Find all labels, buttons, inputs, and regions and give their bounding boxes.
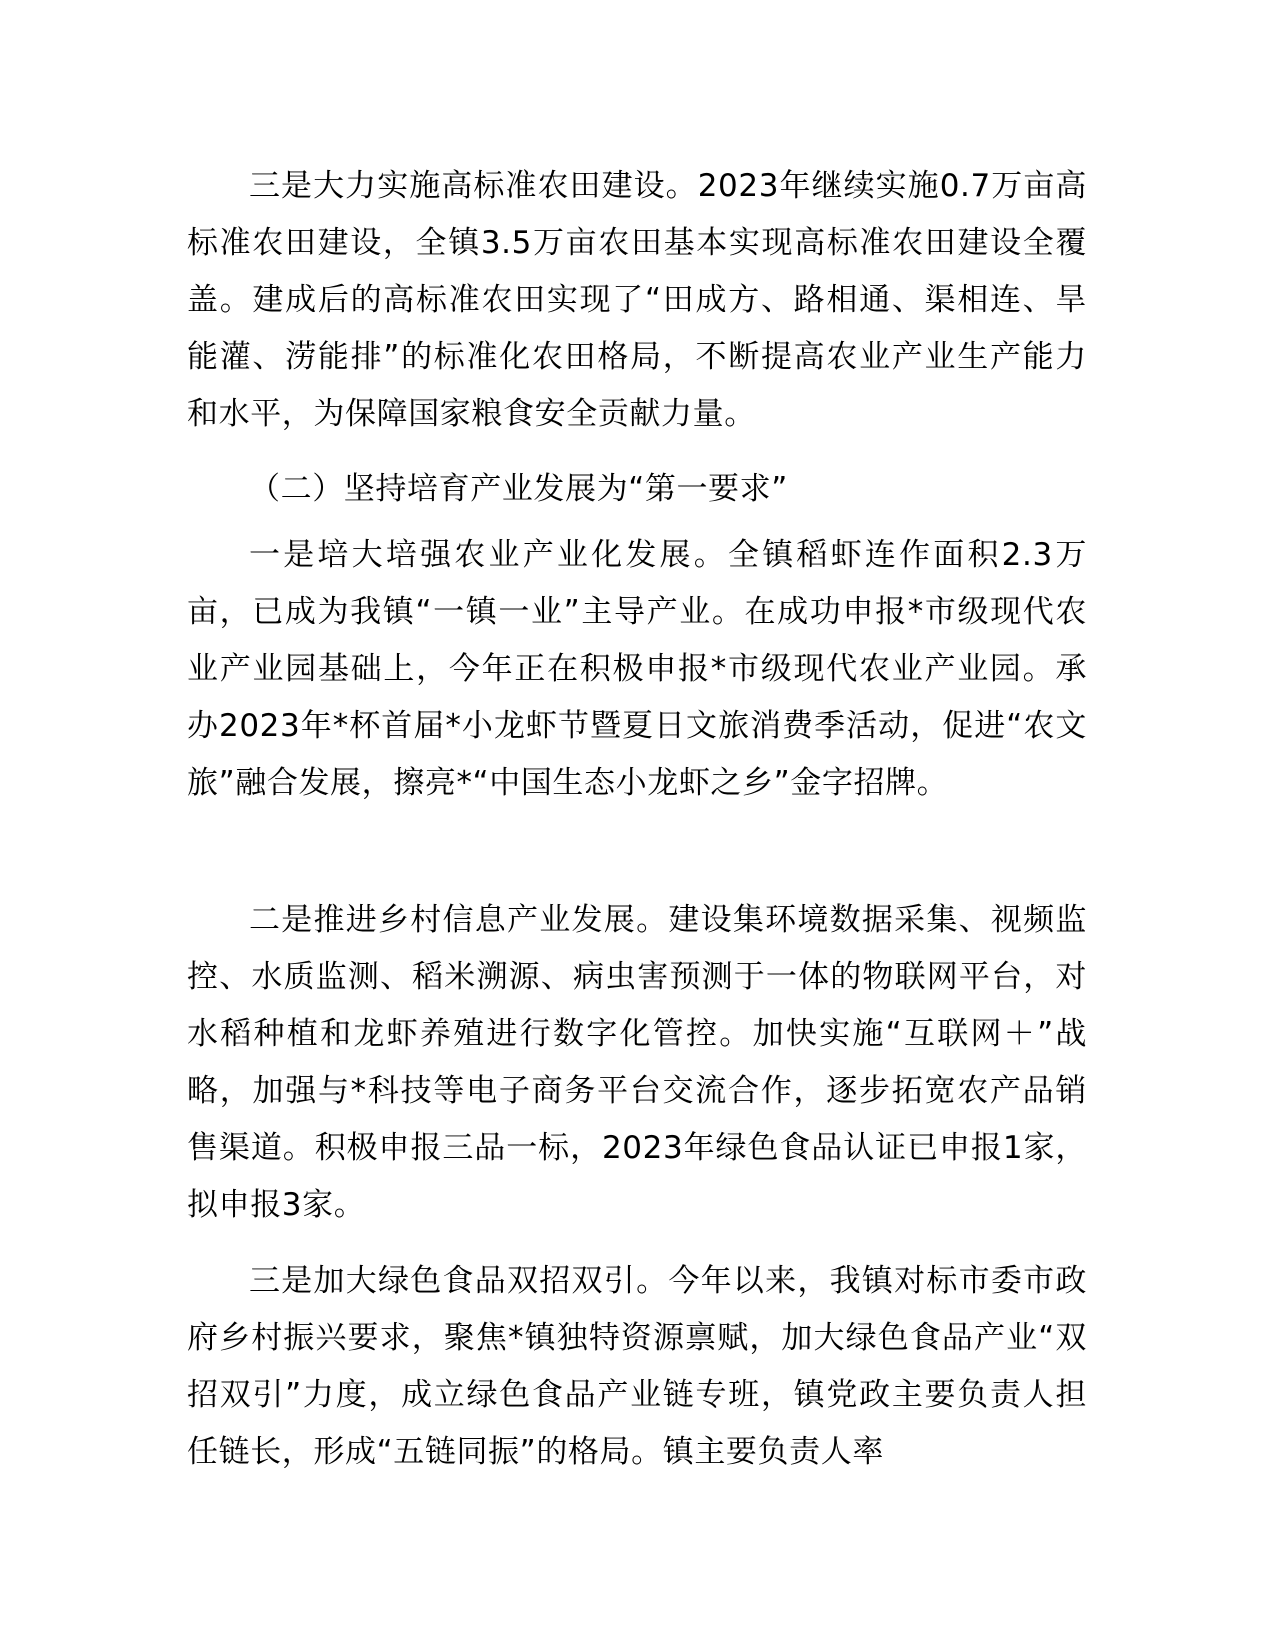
paragraph-farmland-construction xyxy=(187,158,1087,443)
paragraph-text: 二是推进乡村信息产业发展。建设集环境数据采集、视频监控、水质监测、稻米溯源、病虫害预测于一体的物联网平台，对水稻种植和龙虾养殖进行数字化管控。加快实施“互联网＋”战略，加强与*科技等电子商务平台交流合作，逐步拓宽农产品销售渠道。积极申报三品一标，2023年绿色食品认证已申报1家，拟申报3家。 xyxy=(187,902,1087,1223)
paragraph-text: 一是培大培强农业产业化发展。全镇稻虾连作面积2.3万亩，已成为我镇“一镇一业”主导产业。在成功申报*市级现代农业产业园基础上，今年正在积极申报*市级现代农业产业园。承办2023年*杯首届*小龙虾节暨夏日文旅消费季活动，促进“农文旅”融合发展，擦亮*“中国生态小龙虾之乡”金字招牌。 xyxy=(187,537,1087,801)
section-heading xyxy=(187,461,1087,518)
heading-text: （二）坚持培育产业发展为“第一要求” xyxy=(249,471,788,507)
paragraph-industrialization xyxy=(187,527,1087,812)
paragraph-text: 三是加大绿色食品双招双引。今年以来，我镇对标市委市政府乡村振兴要求，聚焦*镇独特资源禀赋，加大绿色食品产业“双招双引”力度，成立绿色食品产业链专班，镇党政主要负责人担任链长，形成“五链同振”的格局。镇主要负责人率 xyxy=(187,1263,1087,1470)
paragraph-information-industry xyxy=(187,892,1087,1234)
paragraph-green-food xyxy=(187,1253,1087,1481)
paragraph-text: 三是大力实施高标准农田建设。2023年继续实施0.7万亩高标准农田建设，全镇3.5万亩农田基本实现高标准农田建设全覆盖。建成后的高标准农田实现了“田成方、路相通、渠相连、旱能灌、涝能排”的标准化农田格局，不断提高农业产业生产能力和水平，为保障国家粮食安全贡献力量。 xyxy=(187,168,1087,432)
